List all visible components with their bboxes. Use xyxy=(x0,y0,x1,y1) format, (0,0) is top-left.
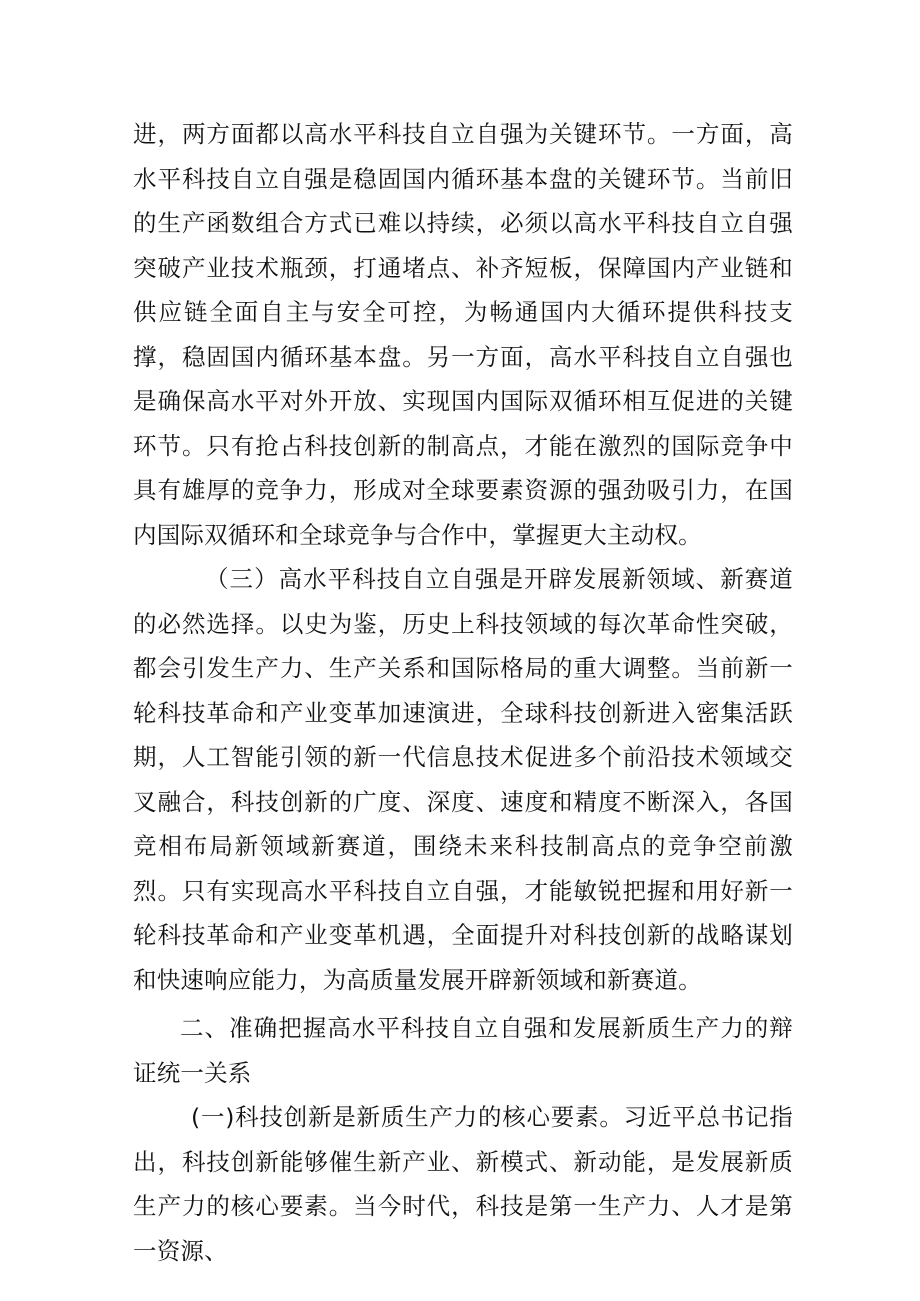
body-paragraph-continuation: 进，两方面都以高水平科技自立自强为关键环节。一方面，高水平科技自立自强是稳固国内循环基本盘的关键环节。当前旧的生产函数组合方式已难以持续，必须以高水平科技自立自强突破产业技术瓶颈，打通堵点、补齐短板，保障国内产业链和供应链全面自主与安全可控，为畅通国内大循环提供科技支撑，稳固国内循环基本盘。另一方面，高水平科技自立自强也是确保高水平对外开放、实现国内国际双循环相互促进的关键环节。只有抢占科技创新的制高点，才能在激烈的国际竞争中具有雄厚的竞争力，形成对全球要素资源的强劲吸引力，在国内国际双循环和全球竞争与合作中，掌握更大主动权。 xyxy=(133,120,793,549)
section-heading-2: 二、准确把握高水平科技自立自强和发展新质生产力的辩证统一关系 xyxy=(133,1014,793,1087)
document-page xyxy=(133,112,793,1273)
body-paragraph-subsection-1: (一)科技创新是新质生产力的核心要素。习近平总书记指出，科技创新能够催生新产业、新模式、新动能，是发展新质生产力的核心要素。当今时代，科技是第一生产力、人才是第一资源、 xyxy=(133,1103,793,1265)
body-paragraph-section-3: （三）高水平科技自立自强是开辟发展新领域、新赛道的必然选择。以史为鉴，历史上科技领域的每次革命性突破，都会引发生产力、生产关系和国际格局的重大调整。当前新一轮科技革命和产业变革加速演进，全球科技创新进入密集活跃期，人工智能引领的新一代信息技术促进多个前沿技术领域交叉融合，科技创新的广度、深度、速度和精度不断深入，各国竞相布局新领域新赛道，围绕未来科技制高点的竞争空前激烈。只有实现高水平科技自立自强，才能敏锐把握和用好新一轮科技革命和产业变革机遇，全面提升对科技创新的战略谋划和快速响应能力，为高质量发展开辟新领域和新赛道。 xyxy=(133,565,793,994)
